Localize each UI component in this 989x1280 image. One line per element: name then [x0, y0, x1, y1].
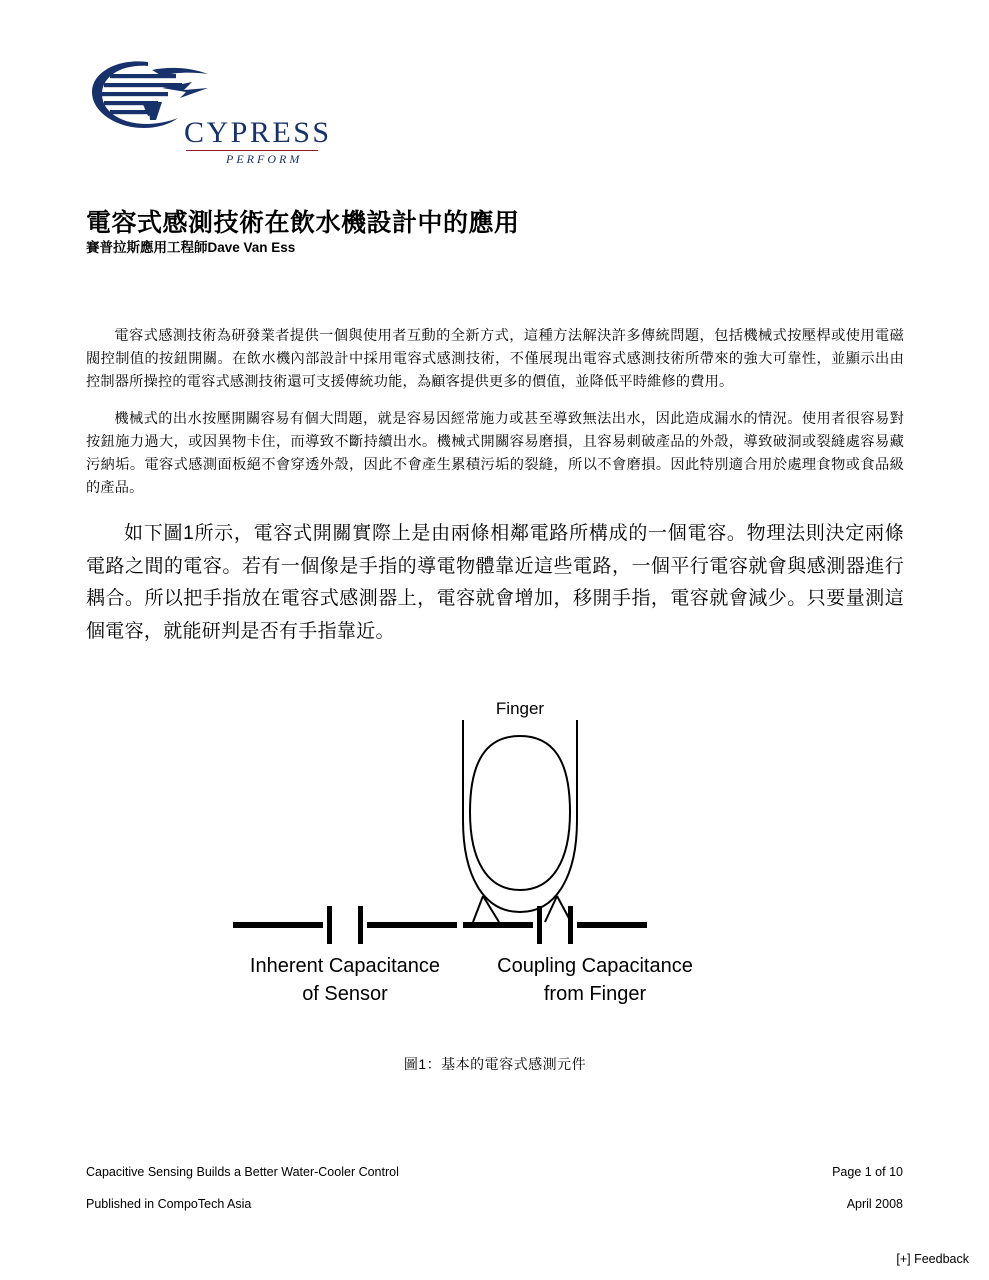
logo-tagline: PERFORM [226, 152, 303, 166]
byline: 賽普拉斯應用工程師Dave Van Ess [86, 240, 296, 255]
cypress-logo-mark [88, 58, 332, 166]
page-footer [86, 1165, 903, 1229]
figure-left-label-line2: of Sensor [302, 983, 388, 1005]
logo-wordmark: CYPRESS [184, 116, 332, 149]
paragraph: 電容式感測技術為研發業者提供一個與使用者互動的全新方式，這種方法解決許多傳統問題，包括機械式按壓桿或使用電磁閥控制值的按鈕開關。在飲水機內部設計中採用電容式感測技術，不僅展現出電容式感測技術所帶來的強大可靠性，並顯示出由控制器所操控的電容式感測技術還可支援傳統功能，為顧客提供更多的價值，並降低平時維修的費用。 [86, 328, 904, 390]
figure-finger-label: Finger [495, 700, 545, 718]
figure-right-label-line2: from Finger [543, 983, 647, 1005]
footer-doc-name: Capacitive Sensing Builds a Better Water-Cooler Control [86, 1165, 399, 1179]
figure-left-label-line1: Inherent Capacitance [249, 955, 441, 977]
footer-publication: Published in CompoTech Asia [86, 1197, 252, 1211]
footer-page-info: Page 1 of 10 [832, 1165, 903, 1179]
page-title: 電容式感測技術在飲水機設計中的應用 [86, 208, 520, 237]
feedback-link[interactable]: [+] Feedback [896, 1252, 969, 1266]
paragraph: 機械式的出水按壓開關容易有個大問題，就是容易因經常施力或甚至導致無法出水，因此造成漏水的情況。使用者很容易對按鈕施力過大，或因異物卡住，而導致不斷持續出水。機械式開關容易磨損，且容易刺破產品的外殼，導致破洞或裂縫處容易藏污納垢。電容式感測面板絕不會穿透外殼，因此不會產生累積污垢的裂縫，所以不會磨損。因此特別適合用於處理食物或食品級的產品。 [86, 411, 904, 496]
capacitive-sensing-diagram [215, 700, 775, 1030]
logo-divider [186, 150, 318, 151]
article-body [86, 325, 904, 649]
paragraph-large: 如下圖1所示，電容式開關實際上是由兩條相鄰電路所構成的一個電容。物理法則決定兩條電路之間的電容。若有一個像是手指的導電物體靠近這些電路，一個平行電容就會與感測器進行耦合。所以把手指放在電容式感測器上，電容就會增加，移開手指，電容就會減少。只要量測這個電容，就能研判是否有手指靠近。 [86, 523, 904, 643]
footer-date: April 2008 [846, 1197, 903, 1211]
figure-1 [86, 700, 904, 1074]
figure-caption: 圖1：基本的電容式感測元件 [403, 1056, 587, 1072]
figure-right-label-line1: Coupling Capacitance [497, 955, 693, 977]
cypress-logo [86, 58, 332, 168]
